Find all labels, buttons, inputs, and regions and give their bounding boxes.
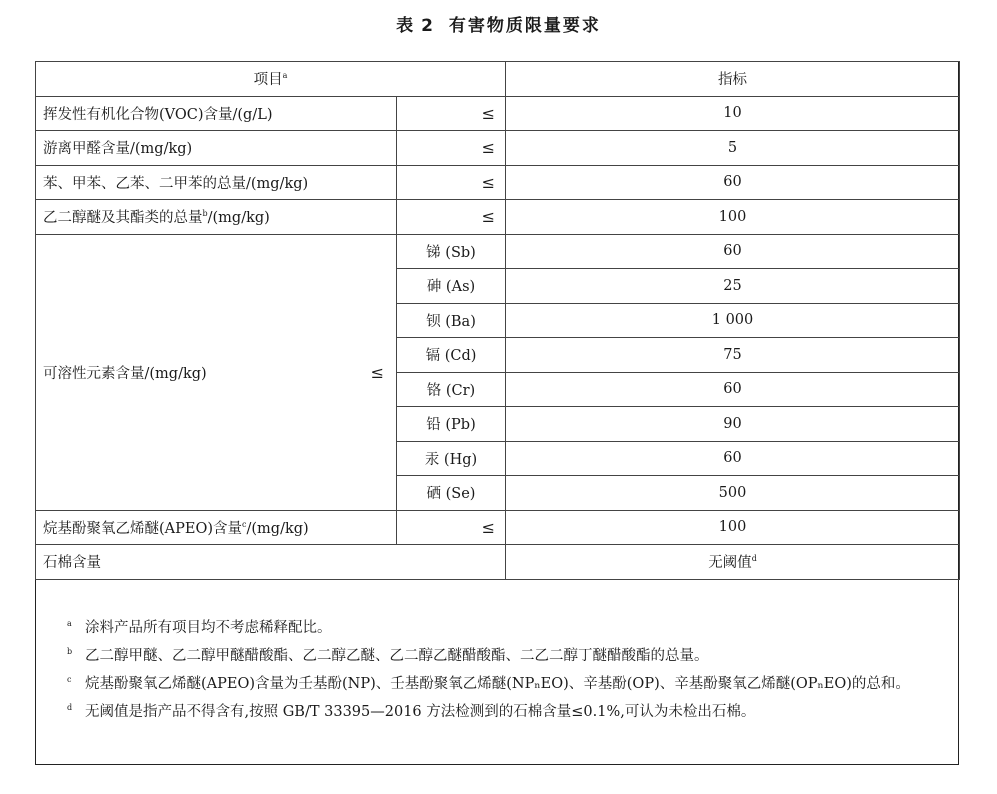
footnote-text: 涂料产品所有项目均不考虑稀释配比。 — [85, 620, 332, 636]
table-row — [36, 165, 960, 200]
row-note: d — [751, 554, 757, 564]
footnote-mark: a — [67, 619, 72, 628]
table-row — [36, 131, 960, 166]
header-indicator: 指标 — [506, 62, 960, 97]
leq-symbol: ≤ — [397, 96, 506, 131]
footnote-text: 乙二醇甲醚、乙二醇甲醚醋酸酯、乙二醇乙醚、乙二醇乙醚醋酸酯、二乙二醇丁醚醋酸酯的总量。 — [85, 648, 709, 664]
row-value: 100 — [506, 200, 960, 235]
soluble-elements-cell — [36, 234, 397, 510]
element-value: 1 000 — [506, 303, 960, 338]
table-title — [0, 11, 997, 36]
footnote — [67, 670, 941, 698]
row-name: 烷基酚聚氧乙烯醚(APEO)含量$^c$/(mg/kg) — [36, 510, 397, 545]
element-value: 500 — [506, 476, 960, 511]
table-row — [36, 200, 960, 235]
title-text: 有害物质限量要求 — [448, 16, 601, 36]
leq-symbol: ≤ — [397, 165, 506, 200]
element-symbol: 汞 (Hg) — [397, 441, 506, 476]
element-value: 60 — [506, 234, 960, 269]
row-value: 60 — [506, 165, 960, 200]
title-number: 2 — [421, 16, 435, 36]
soluble-name: 可溶性元素含量/(mg/kg) — [43, 365, 207, 382]
table-row — [36, 96, 960, 131]
footnote-text: 无阈值是指产品不得含有,按照 GB/T 33395—2016 方法检测到的石棉含量≤0.1%,可认为未检出石棉。 — [85, 704, 756, 720]
table-row — [36, 510, 960, 545]
footnote-mark: c — [67, 675, 72, 684]
row-name: 乙二醇醚及其酯类的总量$^b$/(mg/kg) — [36, 200, 397, 235]
row-name: 石棉含量 — [36, 545, 506, 580]
row-value: 5 — [506, 131, 960, 166]
footnote-text: 烷基酚聚氧乙烯醚(APEO)含量为壬基酚(NP)、壬基酚聚氧乙烯醚(NPₙEO)、辛基酚(OP)、辛基酚聚氧乙烯醚(OPₙEO)的总和。 — [85, 676, 910, 692]
row-value: 无阈值$^d$ — [506, 545, 960, 580]
row-note: b — [202, 209, 208, 219]
element-symbol: 铅 (Pb) — [397, 407, 506, 442]
hazard-limit-table — [35, 61, 960, 580]
element-value: 25 — [506, 269, 960, 304]
leq-symbol: ≤ — [397, 131, 506, 166]
element-symbol: 钡 (Ba) — [397, 303, 506, 338]
table-row — [36, 234, 960, 269]
element-symbol: 锑 (Sb) — [397, 234, 506, 269]
row-note: c — [242, 519, 247, 529]
row-value: 10 — [506, 96, 960, 131]
leq-symbol: ≤ — [397, 510, 506, 545]
leq-symbol: ≤ — [370, 362, 384, 382]
table-row — [36, 545, 960, 580]
footnote-mark: b — [67, 647, 73, 656]
title-prefix: 表 — [396, 16, 416, 36]
header-row — [36, 62, 960, 97]
table-footnotes — [35, 603, 959, 726]
row-name: 游离甲醛含量/(mg/kg) — [36, 131, 397, 166]
row-value: 100 — [506, 510, 960, 545]
footnote-mark: d — [67, 703, 73, 712]
header-item: 项目$^a$ — [36, 62, 506, 97]
leq-symbol: ≤ — [397, 200, 506, 235]
element-symbol: 砷 (As) — [397, 269, 506, 304]
element-symbol: 镉 (Cd) — [397, 338, 506, 373]
element-symbol: 铬 (Cr) — [397, 372, 506, 407]
element-value: 60 — [506, 441, 960, 476]
row-name: 挥发性有机化合物(VOC)含量/(g/L) — [36, 96, 397, 131]
element-value: 60 — [506, 372, 960, 407]
element-symbol: 硒 (Se) — [397, 476, 506, 511]
header-item-note: a — [282, 71, 288, 81]
row-name: 苯、甲苯、乙苯、二甲苯的总量/(mg/kg) — [36, 165, 397, 200]
footnote — [67, 698, 941, 726]
element-value: 90 — [506, 407, 960, 442]
footnote — [67, 614, 941, 642]
element-value: 75 — [506, 338, 960, 373]
footnote — [67, 642, 941, 670]
